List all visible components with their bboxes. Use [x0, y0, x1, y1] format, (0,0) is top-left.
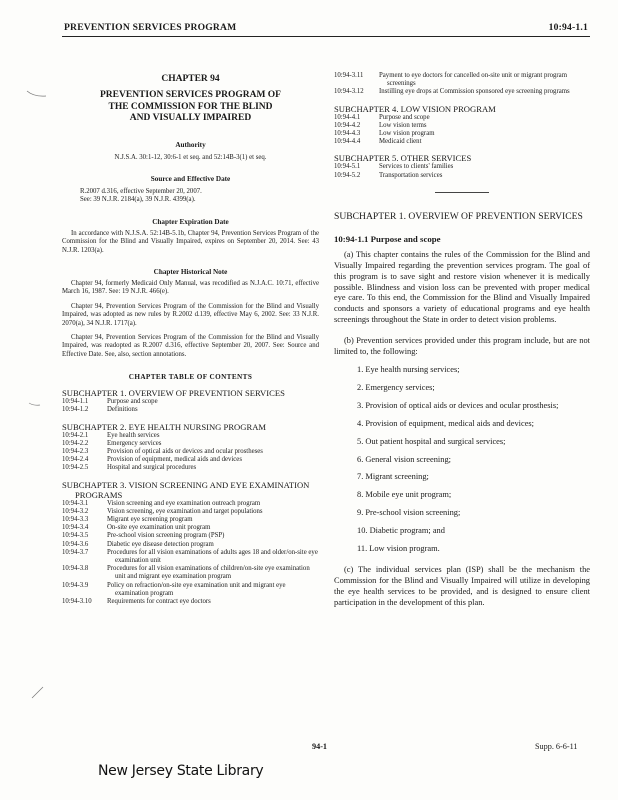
- toc-entry-title: Vision screening and eye examination outreach program: [107, 499, 261, 507]
- list-item: 2. Emergency services;: [357, 382, 435, 392]
- toc-entry: [62, 541, 319, 549]
- authority-text: N.J.S.A. 30:1-12, 30:6-1 et seq. and 52:14B-3(1) et seq.: [114, 153, 267, 161]
- chapter-name-line: AND VISUALLY IMPAIRED: [129, 113, 252, 123]
- toc-entry-title: Hospital and surgical procedures: [107, 464, 197, 472]
- toc-subchapter-4: SUBCHAPTER 4. LOW VISION PROGRAM: [334, 103, 496, 114]
- toc-entry-number: 10:94-4.3: [334, 130, 361, 138]
- paragraph-c: (c) The individual services plan (ISP) shall be the mechanism the Commission for the Blind and Visually Impaired will utilize in developing the eye health services to be provided, and is designed to ensure client participation in the development of this plan.: [334, 564, 590, 607]
- toc-entry: [62, 398, 319, 406]
- toc-entry-number: 10:94-2.1: [62, 431, 89, 439]
- toc-entry-number: 10:94-4.1: [334, 113, 361, 121]
- history-paragraph: Chapter 94, formerly Medicaid Only Manual, was recodified as N.J.A.C. 10:71, effective March 16, 1987. See: 19 N.J.R. 466(e).: [62, 279, 319, 296]
- header-rule: [62, 36, 590, 37]
- toc-entry-title: Transportation services: [379, 171, 443, 179]
- list-item: 4. Provision of equipment, medical aids and devices;: [357, 418, 534, 428]
- toc-list-subchapter-3-continued: [334, 72, 590, 97]
- toc-entry-number: 10:94-2.2: [62, 439, 89, 447]
- toc-entry-number: 10:94-2.3: [62, 448, 89, 455]
- toc-entry-title: Purpose and scope: [107, 398, 158, 406]
- supplement-date: Supp. 6-6-11: [535, 742, 578, 751]
- toc-entry: [334, 114, 590, 122]
- toc-entry-number: 10:94-5.2: [334, 171, 361, 179]
- toc-subchapter-1: SUBCHAPTER 1. OVERVIEW OF PREVENTION SERVICES: [62, 388, 285, 399]
- list-item: 5. Out patient hospital and surgical services;: [357, 436, 506, 446]
- toc-entry: [334, 122, 590, 130]
- body-subchapter-heading: SUBCHAPTER 1. OVERVIEW OF PREVENTION SERVICES: [334, 210, 583, 222]
- expiration-heading: Chapter Expiration Date: [152, 217, 229, 226]
- section-heading: 10:94-1.1 Purpose and scope: [334, 233, 441, 244]
- toc-subchapter-5: SUBCHAPTER 5. OTHER SERVICES: [334, 153, 472, 164]
- toc-entry-number: 10:94-2.4: [62, 456, 89, 464]
- toc-list-subchapter-4: [334, 114, 590, 147]
- section-divider: [435, 192, 489, 193]
- toc-entry-title: Diabetic eye disease detection program: [107, 540, 214, 548]
- toc-entry-number: 10:94-4.2: [334, 121, 361, 129]
- toc-entry-title: Services to clients' families: [379, 163, 454, 171]
- toc-entry-number: 10:94-3.3: [62, 516, 89, 524]
- toc-entry: [62, 432, 319, 440]
- toc-entry: [334, 130, 590, 138]
- library-stamp: New Jersey State Library: [98, 763, 264, 779]
- toc-entry-title: Provision of optical aids or devices and ocular prostheses: [107, 448, 263, 455]
- toc-entry-title: Policy on refraction/on-site eye examination unit and migrant eye examination program: [107, 581, 286, 597]
- toc-list-subchapter-2: [62, 432, 319, 473]
- chapter-name-line: THE COMMISSION FOR THE BLIND: [108, 101, 273, 112]
- paragraph-b: (b) Prevention services provided under this program include, but are not limited to, the following:: [334, 336, 590, 357]
- toc-entry-number: 10:94-3.11: [334, 72, 364, 79]
- running-header: [64, 22, 588, 35]
- paragraph-a: (a) This chapter contains the rules of the Commission for the Blind and Visually Impaired regarding the prevention services program. The goal of this program is to save sight and restore vision whenever it is medically possible. Blindness and vision loss can be prevented with proper medical eye care. To this end, the Commission for the Blind and Visually Impaired conducts and sponsors a variety of educational programs and eye health screenings throughout the State in order to detect vision problems.: [334, 249, 590, 325]
- toc-entry-number: 10:94-5.1: [334, 163, 361, 171]
- toc-entry-title: Definitions: [107, 406, 138, 414]
- toc-entry: [62, 532, 319, 540]
- toc-entry-number: 10:94-3.8: [62, 565, 89, 573]
- right-column: [334, 72, 590, 609]
- toc-entry-number: 10:94-1.1: [62, 398, 89, 406]
- toc-entry-title: Vision screening, eye examination and target populations: [107, 507, 263, 515]
- list-item: 1. Eye health nursing services;: [357, 364, 460, 374]
- toc-entry-title: Eye health services: [107, 431, 160, 439]
- chapter-number: CHAPTER 94: [161, 74, 220, 84]
- toc-entry-number: 10:94-3.7: [62, 548, 89, 556]
- source-line: R.2007 d.316, effective September 20, 2007.: [80, 187, 202, 195]
- history-paragraph: Chapter 94, Prevention Services Program of the Commission for the Blind and Visually Impaired, was adopted as new rules by R.2002 d.139, effective May 6, 2002. See: 33 N.J.R. 2070(a), 34 N.J.R. 1717(a).: [62, 302, 319, 327]
- list-item: 3. Provision of optical aids or devices and ocular prosthesis;: [357, 400, 559, 410]
- source-line: See: 39 N.J.R. 2184(a), 39 N.J.R. 4399(a).: [80, 196, 196, 204]
- toc-entry-title: Low vision terms: [379, 121, 427, 129]
- toc-entry-title: Instilling eye drops at Commission sponsored eye screening programs: [379, 88, 570, 96]
- authority-heading: Authority: [175, 140, 206, 149]
- history-paragraph: Chapter 94, Prevention Services Program of the Commission for the Blind and Visually Impaired, was readopted as R.2007 d.316, effective September 20, 2007. See: Source and Effective Date. See, also, section annotations.: [62, 333, 319, 358]
- toc-subchapter-2: SUBCHAPTER 2. EYE HEALTH NURSING PROGRAM: [62, 421, 267, 432]
- toc-entry-title: On-site eye examination unit program: [107, 524, 211, 532]
- services-list: [334, 365, 590, 555]
- list-item: 6. General vision screening;: [357, 454, 451, 464]
- toc-entry-number: 10:94-3.9: [62, 581, 89, 589]
- toc-entry-number: 10:94-3.1: [62, 499, 89, 507]
- toc-entry-title: Migrant eye screening program: [107, 516, 193, 524]
- toc-entry: [62, 440, 319, 448]
- toc-entry: [334, 172, 590, 180]
- toc-entry: [334, 163, 590, 171]
- toc-entry-title: Provision of equipment, medical aids and devices: [107, 456, 242, 464]
- source-heading: Source and Effective Date: [150, 174, 231, 183]
- toc-entry-title: Requirements for contract eye doctors: [107, 598, 211, 606]
- toc-entry: [62, 549, 319, 565]
- toc-entry: [62, 456, 319, 464]
- toc-entry: [334, 72, 590, 88]
- toc-entry-title: Payment to eye doctors for cancelled on-site unit or migrant program screenings: [379, 72, 567, 88]
- toc-entry: [62, 448, 319, 456]
- expiration-text: In accordance with N.J.S.A. 52:14B-5.1b, Chapter 94, Prevention Services Program of the Commission for the Blind and Visually Impaired, expires on September 20, 2014. See: 43 N.J.R. 1203(a).: [62, 229, 319, 254]
- toc-entry-title: Pre-school vision screening program (PSP): [107, 532, 225, 540]
- margin-mark-top: [26, 88, 48, 100]
- list-item: 7. Migrant screening;: [357, 472, 429, 482]
- list-item: 10. Diabetic program; and: [357, 526, 445, 536]
- toc-entry-number: 10:94-4.4: [334, 138, 361, 146]
- toc-entry-number: 10:94-3.2: [62, 507, 89, 515]
- history-heading: Chapter Historical Note: [153, 267, 228, 276]
- toc-entry-number: 10:94-3.4: [62, 524, 89, 532]
- list-item: 8. Mobile eye unit program;: [357, 490, 452, 500]
- toc-entry-number: 10:94-3.6: [62, 540, 89, 548]
- toc-entry-number: 10:94-3.5: [62, 532, 89, 540]
- toc-list-subchapter-1: [62, 398, 319, 414]
- toc-entry: [62, 500, 319, 508]
- toc-entry-number: 10:94-3.10: [62, 598, 92, 606]
- toc-entry: [62, 598, 319, 606]
- toc-entry-number: 10:94-1.2: [62, 406, 89, 414]
- toc-entry-title: Emergency services: [107, 439, 162, 447]
- toc-entry-title: Procedures for all vision examinations of children/on-site eye examination unit and migrant eye examination program: [107, 565, 310, 581]
- chapter-name: [62, 90, 319, 125]
- toc-entry: [334, 138, 590, 146]
- toc-entry-number: 10:94-2.5: [62, 464, 89, 472]
- margin-mark-bottom: [30, 684, 46, 700]
- toc-entry: [62, 508, 319, 516]
- toc-entry-title: Procedures for all vision examinations of adults ages 18 and older/on-site eye examination unit: [107, 548, 318, 565]
- toc-list-subchapter-5: [334, 163, 590, 179]
- toc-entry-title: Medicaid client: [379, 138, 422, 146]
- toc-entry: [62, 582, 319, 598]
- toc-entry: [62, 565, 319, 581]
- toc-entry: [62, 406, 319, 414]
- toc-heading: CHAPTER TABLE OF CONTENTS: [128, 373, 253, 382]
- header-title: PREVENTION SERVICES PROGRAM: [64, 22, 237, 33]
- toc-entry: [62, 516, 319, 524]
- toc-list-subchapter-3: [62, 500, 319, 607]
- toc-subchapter-3: SUBCHAPTER 3. VISION SCREENING AND EYE EXAMINATION PROGRAMS: [62, 479, 310, 500]
- toc-entry-number: 10:94-3.12: [334, 88, 364, 96]
- left-column: [62, 62, 319, 606]
- margin-mark-middle: [28, 400, 42, 408]
- page-number: 94-1: [312, 742, 328, 751]
- source-text: [62, 188, 319, 205]
- toc-entry: [334, 88, 590, 96]
- header-section-number: 10:94-1.1: [548, 22, 588, 33]
- chapter-name-line: PREVENTION SERVICES PROGRAM OF: [100, 90, 281, 100]
- list-item: 11. Low vision program.: [357, 544, 440, 554]
- list-item: 9. Pre-school vision screening;: [357, 508, 461, 518]
- toc-entry: [62, 524, 319, 532]
- toc-entry-title: Low vision program: [379, 130, 435, 138]
- toc-entry: [62, 464, 319, 472]
- toc-entry-title: Purpose and scope: [379, 113, 430, 121]
